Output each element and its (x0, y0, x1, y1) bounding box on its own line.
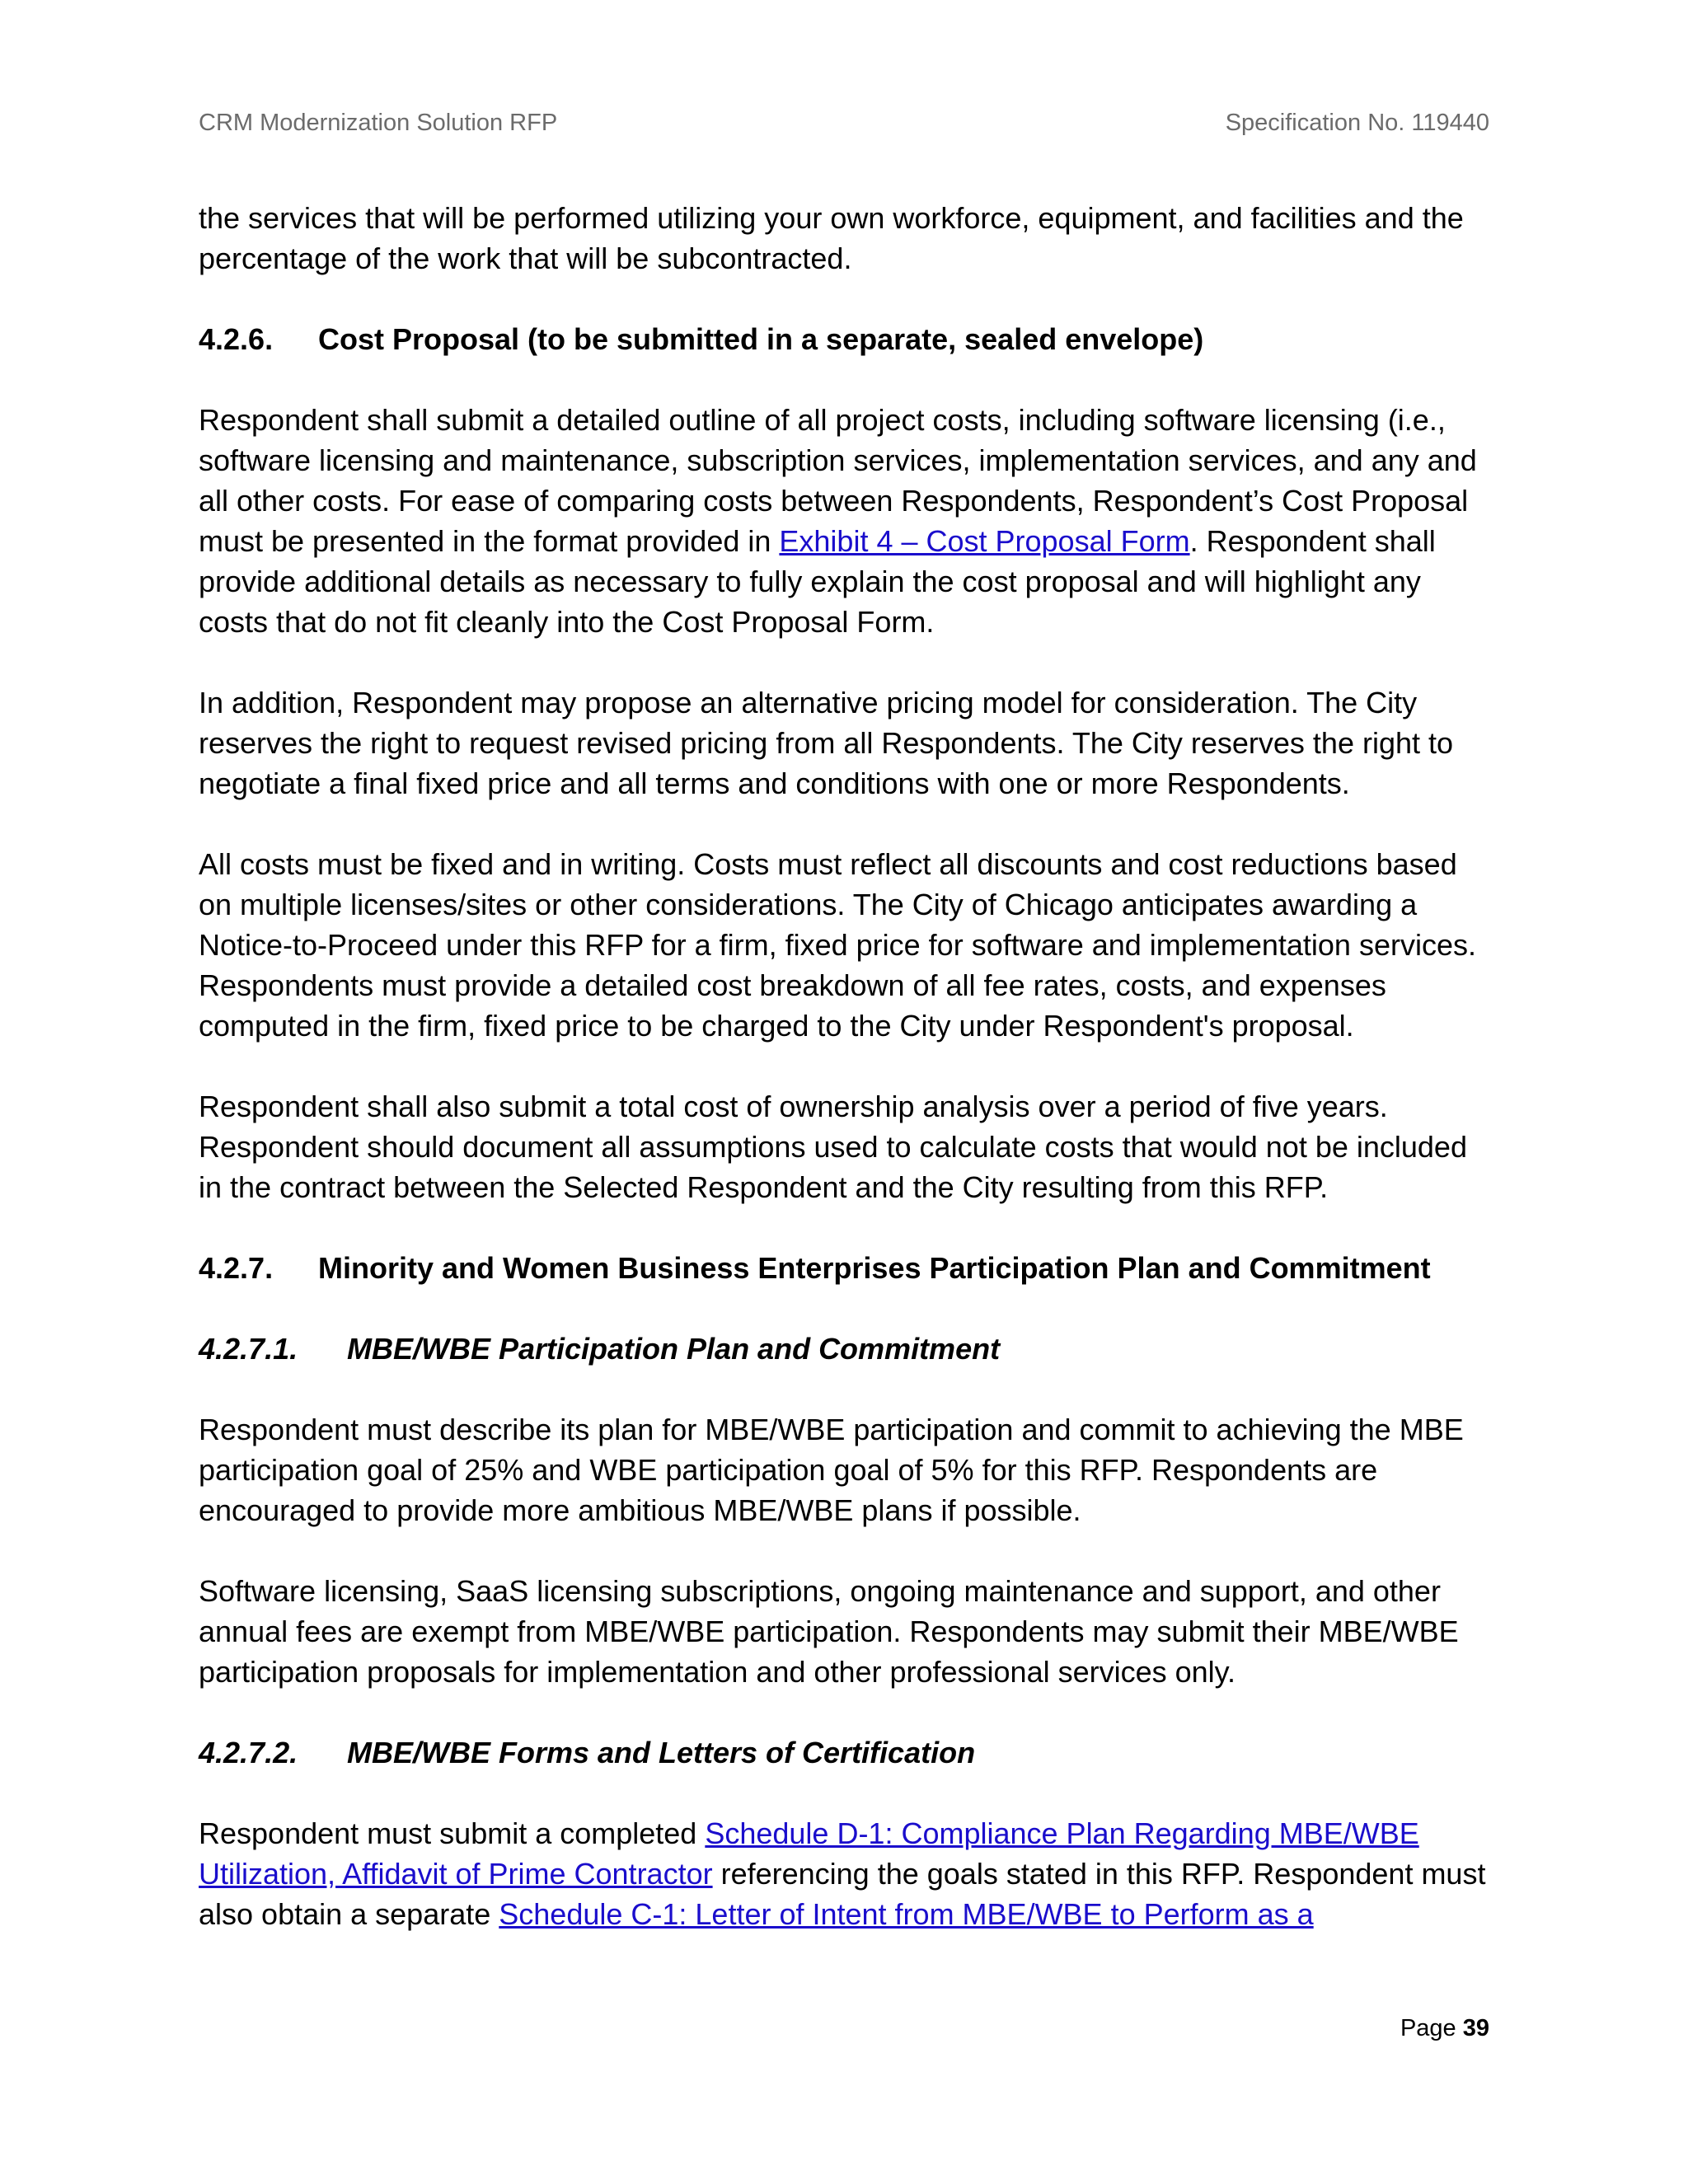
paragraph-text: Respondent must submit a completed (199, 1816, 706, 1850)
section-title: Cost Proposal (to be submitted in a separate, sealed envelope) (318, 322, 1204, 356)
section-number: 4.2.6. (199, 322, 274, 356)
participation-paragraph-2: Software licensing, SaaS licensing subscriptions, ongoing maintenance and support, and other annual fees are exempt from MBE/WBE participation. Respondents may submit their MBE/WBE participation proposals for implementation and other professional services only. (199, 1574, 1459, 1689)
page-content (199, 198, 1493, 1934)
section-4-2-7-heading (199, 1248, 1493, 1288)
section-number: 4.2.7.1. (199, 1332, 298, 1366)
section-title: MBE/WBE Participation Plan and Commitment (347, 1332, 1001, 1366)
cost-proposal-paragraph-1 (199, 400, 1493, 642)
page-header (199, 110, 1489, 143)
section-4-2-7-2-heading (199, 1732, 1493, 1773)
paragraph-text: Respondent shall submit a detailed outline of all project costs, including software licensing (i.e., software licensing and maintenance, subscription services, implementation services, and any and all other costs. For ease of comparing costs between Respondents, Respondent’s Cost Proposal must be presented in the format provided in (199, 403, 1477, 558)
page-footer (1400, 2015, 1489, 2042)
section-4-2-7-1-heading (199, 1329, 1493, 1369)
cost-proposal-paragraph-3: All costs must be fixed and in writing. Costs must reflect all discounts and cost reductions based on multiple licenses/sites or other considerations. The City of Chicago anticipates awarding a Notice-to-Proceed under this RFP for a firm, fixed price for software and implementation services. Respondents must provide a detailed cost breakdown of all fee rates, costs, and expenses computed in the firm, fixed price to be charged to the City under Respondent's proposal. (199, 847, 1476, 1043)
participation-paragraph-1: Respondent must describe its plan for MBE/WBE participation and commit to achieving the MBE participation goal of 25% and WBE participation goal of 5% for this RFP. Respondents are encouraged to provide more ambitious MBE/WBE plans if possible. (199, 1413, 1464, 1527)
header-title: CRM Modernization Solution RFP (199, 110, 558, 136)
cost-proposal-paragraph-2: In addition, Respondent may propose an alternative pricing model for consideration. The City reserves the right to request revised pricing from all Respondents. The City reserves the right to negotiate a final fixed price and all terms and conditions with one or more Respondents. (199, 686, 1454, 800)
schedule-d-1-link[interactable]: Schedule D-1: Compliance Plan Regarding MBE/WBE Utilization, Affidavit of Prime Contractor (199, 1816, 1419, 1891)
section-title: Minority and Women Business Enterprises Participation Plan and Commitment (318, 1251, 1431, 1285)
schedule-c-1-link[interactable]: Schedule C-1: Letter of Intent from MBE/WBE to Perform as a (499, 1897, 1314, 1931)
page-label: Page (1400, 2015, 1456, 2041)
paragraph-text: . Respondent shall provide additional details as necessary to fully explain the cost proposal and will highlight any costs that do not fit cleanly into the Cost Proposal Form. (199, 524, 1436, 639)
section-number: 4.2.7.2. (199, 1736, 298, 1769)
intro-paragraph: the services that will be performed utilizing your own workforce, equipment, and facilities and the percentage of the work that will be subcontracted. (199, 201, 1464, 275)
page-number: 39 (1462, 2015, 1489, 2041)
section-number: 4.2.7. (199, 1251, 274, 1285)
forms-paragraph (199, 1813, 1493, 1934)
paragraph-text: referencing the goals stated in this RFP. Respondent must also obtain a separate (199, 1857, 1486, 1931)
section-4-2-6-heading (199, 319, 1493, 359)
section-title: MBE/WBE Forms and Letters of Certification (347, 1736, 976, 1769)
header-spec-number: Specification No. 119440 (1225, 110, 1489, 136)
exhibit-4-link[interactable]: Exhibit 4 – Cost Proposal Form (779, 524, 1190, 558)
cost-proposal-paragraph-4: Respondent shall also submit a total cost of ownership analysis over a period of five years. Respondent should document all assumptions used to calculate costs that would not be included in the contract between the Selected Respondent and the City resulting from this RFP. (199, 1090, 1467, 1204)
